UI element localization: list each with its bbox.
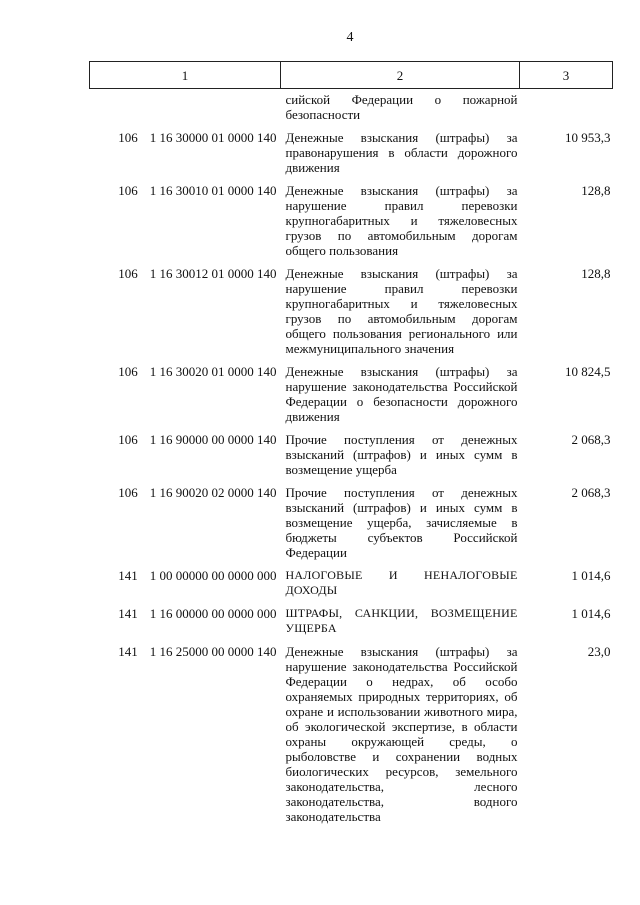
- revenue-name: Денежные взыскания (штрафы) за нарушение правил перевозки крупногабаритных и тяжеловесных грузов по автомобильным дорогам общего пользования регионального или межмуниципального значения: [285, 266, 518, 356]
- admin-code: 106: [118, 485, 138, 500]
- table-row: [90, 606, 613, 636]
- revenue-name: НАЛОГОВЫЕ И НЕНАЛОГОВЫЕ ДОХОДЫ: [285, 568, 518, 597]
- admin-code: 106: [118, 183, 138, 198]
- budget-classification-code: 1 16 00000 00 0000 000: [149, 606, 277, 621]
- amount: 2 068,3: [571, 485, 611, 500]
- budget-classification-code: 1 16 90000 00 0000 140: [149, 432, 277, 447]
- code-cell: [90, 485, 281, 560]
- amount: 1 014,6: [571, 568, 611, 583]
- row-spacer: [90, 122, 613, 130]
- table-body: [90, 89, 613, 825]
- table-header: [90, 62, 613, 89]
- admin-code: 141: [118, 644, 138, 659]
- admin-code: 141: [118, 568, 138, 583]
- row-spacer: [90, 477, 613, 485]
- admin-code: 106: [118, 130, 138, 145]
- table-row: [90, 364, 613, 424]
- revenue-name: Денежные взыскания (штрафы) за нарушение законодательства Российской Федерации о недрах, об особо охраняемых природных территориях, об охране и использовании животного мира, об экологической экспертизе, в области охраны окружающей среды, о рыболовстве и сохранении водных биологических ресурсов, земельного законодательства, лесного законодательства, водного законодательства: [285, 644, 518, 824]
- table-row: [90, 266, 613, 356]
- amount: 2 068,3: [571, 432, 611, 447]
- admin-code: 106: [118, 266, 138, 281]
- table-row: [90, 432, 613, 477]
- amount: 10 953,3: [565, 130, 611, 145]
- revenue-name: Денежные взыскания (штрафы) за правонарушения в области дорожного движения: [285, 130, 518, 175]
- code-cell: [90, 432, 281, 477]
- header-col-2: 2: [281, 62, 520, 89]
- row-spacer: [90, 560, 613, 568]
- admin-code: 141: [118, 606, 138, 621]
- row-spacer: [90, 356, 613, 364]
- budget-classification-code: 1 16 30000 01 0000 140: [149, 130, 277, 145]
- revenue-table: [89, 61, 613, 824]
- amount: 10 824,5: [565, 364, 611, 379]
- table-row: [90, 568, 613, 598]
- row-spacer: [90, 424, 613, 432]
- budget-classification-code: 1 16 30020 01 0000 140: [149, 364, 277, 379]
- table-row: [90, 485, 613, 560]
- revenue-name: ШТРАФЫ, САНКЦИИ, ВОЗМЕЩЕНИЕ УЩЕРБА: [285, 606, 518, 635]
- row-spacer: [90, 258, 613, 266]
- revenue-name: Прочие поступления от денежных взысканий (штрафов) и иных сумм в возмещение ущерба: [285, 432, 518, 477]
- continuation-row: [90, 89, 613, 123]
- budget-classification-code: 1 16 30010 01 0000 140: [149, 183, 277, 198]
- code-cell: [90, 644, 281, 824]
- header-col-1: 1: [90, 62, 281, 89]
- row-spacer: [90, 598, 613, 606]
- code-cell: [90, 606, 281, 636]
- row-spacer: [90, 636, 613, 644]
- code-cell: [90, 130, 281, 175]
- amount: 128,8: [581, 266, 611, 281]
- amount: 128,8: [581, 183, 611, 198]
- budget-classification-code: 1 16 25000 00 0000 140: [149, 644, 277, 659]
- amount: 23,0: [587, 644, 611, 659]
- page-number: 4: [346, 30, 354, 45]
- admin-code: 106: [118, 432, 138, 447]
- budget-classification-code: 1 00 00000 00 0000 000: [149, 568, 277, 583]
- row-spacer: [90, 175, 613, 183]
- table-row: [90, 130, 613, 175]
- code-cell: [90, 183, 281, 258]
- amount: 1 014,6: [571, 606, 611, 621]
- revenue-name: Прочие поступления от денежных взысканий (штрафов) и иных сумм в возмещение ущерба, зачисляемые в бюджеты субъектов Российской Федерации: [285, 485, 518, 560]
- table-row: [90, 183, 613, 258]
- budget-classification-code: 1 16 30012 01 0000 140: [149, 266, 277, 281]
- admin-code: 106: [118, 364, 138, 379]
- code-cell: [90, 568, 281, 598]
- header-col-3: 3: [520, 62, 613, 89]
- revenue-name: Денежные взыскания (штрафы) за нарушение правил перевозки крупногабаритных и тяжеловесных грузов по автомобильным дорогам общего пользования: [285, 183, 518, 258]
- budget-classification-code: 1 16 90020 02 0000 140: [149, 485, 277, 500]
- code-cell: [90, 364, 281, 424]
- table-row: [90, 644, 613, 824]
- continuation-text: сийской Федерации о пожарной безопасности: [285, 92, 518, 122]
- revenue-name: Денежные взыскания (штрафы) за нарушение законодательства Российской Федерации о безопасности дорожного движения: [285, 364, 518, 424]
- code-cell: [90, 266, 281, 356]
